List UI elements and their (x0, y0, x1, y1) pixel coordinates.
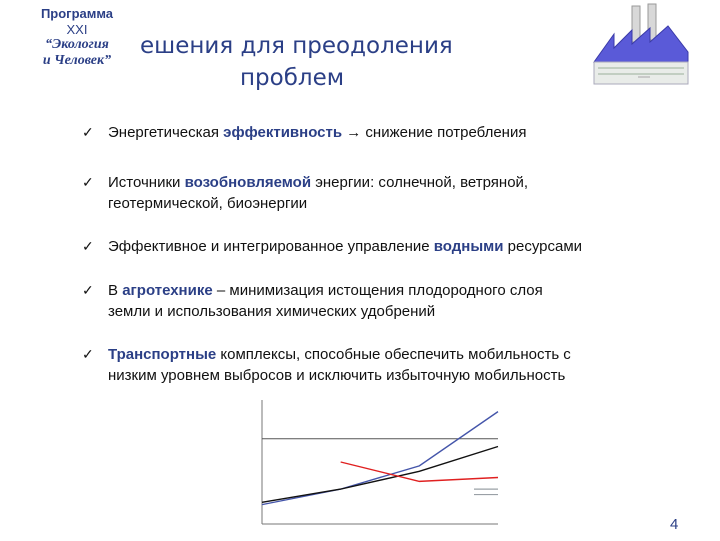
bullet-renewable-energy (82, 172, 702, 214)
title-line-2: проблем (240, 65, 345, 91)
bullet-continuation: низким уровнем выбросов и исключить избыточную мобильность (108, 367, 566, 384)
chart-canvas (236, 394, 510, 536)
bullet-text: комплексы, способные обеспечить мобильность с (216, 346, 571, 363)
bullet-text: В (108, 282, 123, 299)
logo-line-3: “Экология (45, 37, 109, 52)
factory-icon (588, 0, 694, 86)
slide-title (140, 30, 520, 94)
bullet-agrotechnics (82, 280, 702, 322)
check-icon: ✓ (82, 124, 94, 140)
bullet-highlight: возобновляемой (184, 174, 312, 191)
bullet-highlight: эффективность (223, 124, 343, 141)
bullet-text: – минимизация истощения плодородного слоя (212, 282, 543, 299)
logo-line-2: XXI (66, 22, 88, 37)
check-icon: ✓ (82, 346, 94, 362)
bullet-text: Источники (108, 174, 185, 191)
bullet-highlight: Транспортные (108, 346, 217, 363)
bullet-continuation: геотермической, биоэнергии (108, 195, 308, 212)
bullet-highlight: водными (433, 238, 504, 255)
bullet-highlight: агротехнике (122, 282, 213, 299)
bullet-text: ресурсами (503, 238, 583, 255)
program-logo (22, 6, 132, 69)
bullet-text: Эффективное и интегрированное управление (108, 238, 434, 255)
emissions-chart (236, 394, 510, 536)
logo-line-1: Программа (40, 6, 114, 21)
check-icon: ✓ (82, 282, 94, 298)
bullet-transport (82, 344, 702, 386)
logo-line-4: и Человек” (42, 53, 112, 68)
series-line-1 (262, 447, 498, 503)
bullet-energy-efficiency (82, 122, 702, 143)
bullet-text: → снижение потребления (342, 124, 527, 141)
check-icon: ✓ (82, 174, 94, 190)
bullet-continuation: земли и использования химических удобрений (108, 303, 436, 320)
title-line-1: ешения для преодоления (140, 33, 453, 59)
page-number: 4 (670, 516, 679, 533)
bullet-water-management (82, 236, 702, 257)
bullet-text: энергии: солнечной, ветряной, (311, 174, 529, 191)
check-icon: ✓ (82, 238, 94, 254)
bullet-text: Энергетическая (108, 124, 224, 141)
